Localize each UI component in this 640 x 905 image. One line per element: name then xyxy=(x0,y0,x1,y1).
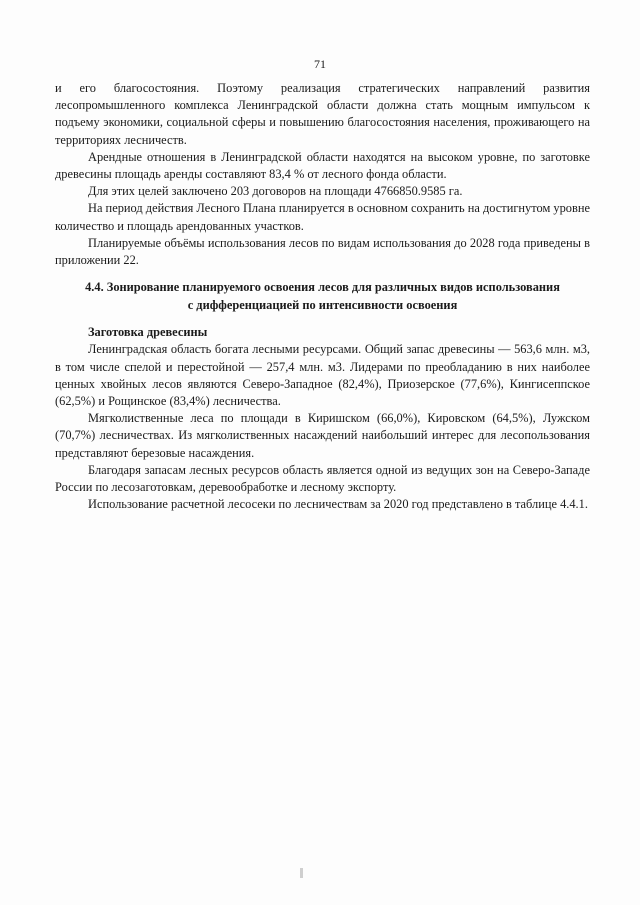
paragraph-continuation: и его благосостояния. Поэтому реализация стратегических направлений развития лесопромышленного комплекса Ленинградской области должна стать мощным импульсом к подъему экономики, социальной сферы и повышению благосостояния населения, проживающего на территориях лесничеств. xyxy=(55,81,590,147)
paragraph-forest-resources: Ленинградская область богата лесными ресурсами. Общий запас древесины — 563,6 млн. м3, в том числе спелой и перестойной — 257,4 млн. м3. Лидерами по преобладанию в них наиболее ценных хвойных лесов являются Северо-Западное (82,4%), Приозерское (77,6%), Кингисеппское (62,5%) и Рощинское (83,4%) лесничества. xyxy=(55,342,590,409)
page-content xyxy=(55,80,590,513)
section-title-line-2: с дифференциацией по интенсивности освоения xyxy=(187,297,458,312)
subheading-timber-harvesting: Заготовка древесины xyxy=(88,325,208,340)
paragraph-table-reference: Использование расчетной лесосеки по лесничествам за 2020 год представлено в таблице 4.4.1. xyxy=(88,497,588,512)
section-title-line-1: 4.4. Зонирование планируемого освоения лесов для различных видов использования xyxy=(85,280,560,295)
section-title xyxy=(55,279,590,314)
paragraph-softwood-forests: Мягколиственные леса по площади в Киришском (66,0%), Кировском (64,5%), Лужском (70,7%) лесничествах. Из мягколиственных насаждений наибольший интерес для лесопользования представляют березовые насаждения. xyxy=(55,411,590,460)
paragraph-contracts: Для этих целей заключено 203 договоров на площади 4766850.9585 га. xyxy=(88,184,463,199)
scan-mark xyxy=(300,868,303,878)
paragraph-plan-period: На период действия Лесного Плана планируется в основном сохранить на достигнутом уровне количество и площадь арендованных участков. xyxy=(55,201,590,233)
paragraph-planned-volumes: Планируемые объёмы использования лесов по видам использования до 2028 года приведены в приложении 22. xyxy=(55,235,590,268)
paragraph-lease-relations: Арендные отношения в Ленинградской области находятся на высоком уровне, по заготовке древесины площадь аренды составляют 83,4 % от лесного фонда области. xyxy=(55,149,590,182)
paragraph-logging-zone: Благодаря запасам лесных ресурсов область является одной из ведущих зон на Северо-Западе России по лесозаготовкам, деревообработке и лесному экспорту. xyxy=(55,462,590,495)
page-number: 71 xyxy=(314,57,326,71)
